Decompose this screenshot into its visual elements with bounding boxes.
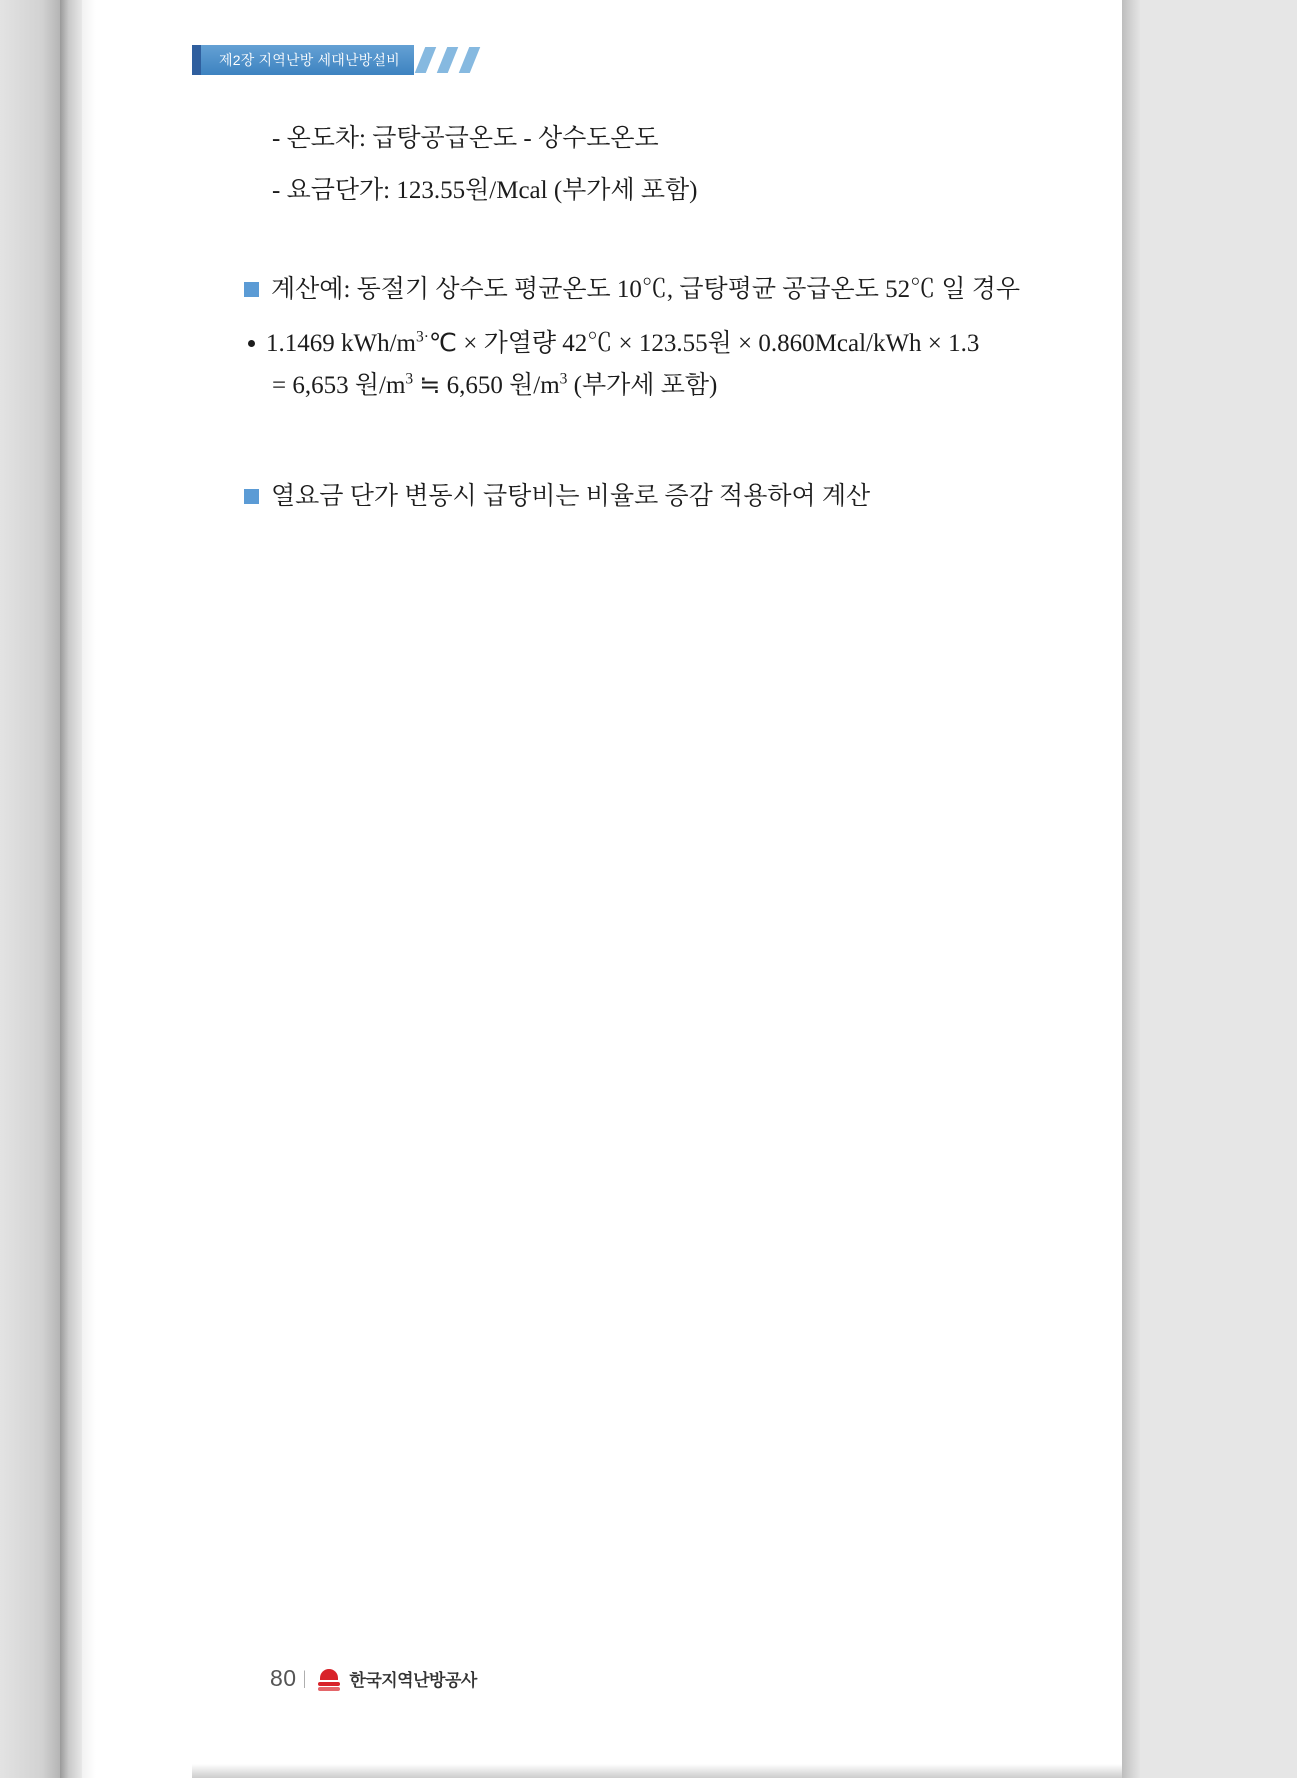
formula-line-2: = 6,653 원$/m^3$ ≒ 6,650 원$/m^3$ (부가세 포함) — [272, 370, 718, 399]
formula-exponent-3: 3 — [559, 370, 568, 388]
square-bullet-icon — [244, 282, 259, 297]
document-page — [96, 0, 1122, 1778]
header-accent-bar — [192, 45, 201, 75]
list-item-note — [244, 478, 1218, 516]
page-right-edge — [1122, 0, 1140, 1778]
page-body — [192, 120, 1218, 525]
header-slash-decoration — [414, 45, 504, 75]
book-spine-highlight — [82, 0, 96, 1778]
list-item-example-heading — [244, 271, 1218, 309]
calculation-example-block — [192, 271, 1218, 408]
list-item-formula — [248, 323, 1218, 408]
page-left-edge — [0, 0, 60, 1778]
dash-item-unit-price: - 요금단가: 123.55원/Mcal (부가세 포함) — [272, 176, 698, 204]
running-header — [192, 45, 504, 75]
formula-line-1: 1.1469 kWh/$m^{3\cdot}℃$ × 가열량 42℃ × 123.55원 × 0.860Mcal/kWh × 1.3 — [266, 328, 980, 357]
formula-exponent-2: 3 — [405, 370, 414, 388]
note-block — [192, 478, 1218, 516]
page-footer — [192, 1665, 1218, 1692]
formula-text — [266, 323, 979, 408]
dot-bullet-icon — [248, 340, 255, 347]
company-logo-icon — [316, 1666, 342, 1692]
footer-separator: | — [302, 1667, 307, 1689]
page-bottom-edge — [192, 1764, 1236, 1778]
company-name: 한국지역난방공사 — [349, 1671, 477, 1690]
page-right-background — [1140, 0, 1297, 1778]
book-spine-shadow — [60, 0, 82, 1778]
header-chapter-label: 제2장 지역난방 세대난방설비 — [201, 45, 414, 75]
example-heading-text: 계산예: 동절기 상수도 평균온도 10℃, 급탕평균 공급온도 52℃ 일 경우 — [271, 276, 1021, 303]
formula-exponent-1: 3· — [416, 328, 429, 346]
note-text: 열요금 단가 변동시 급탕비는 비율로 증감 적용하여 계산 — [271, 482, 871, 510]
square-bullet-icon — [244, 489, 259, 504]
page-number: 80 — [270, 1665, 297, 1691]
dash-item-temperature-difference: - 온도차: 급탕공급온도 - 상수도온도 — [272, 125, 659, 152]
